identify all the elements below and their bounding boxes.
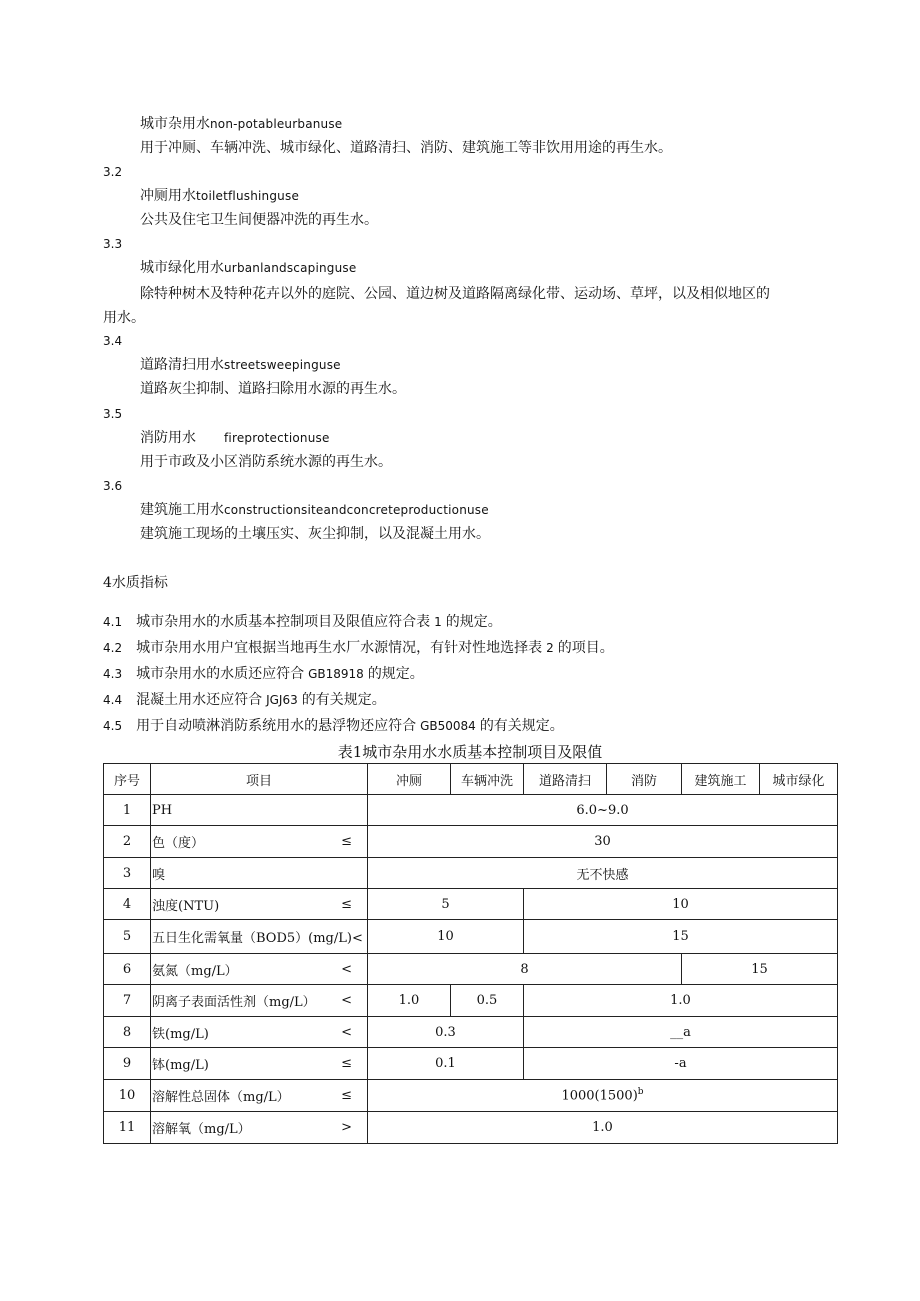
clause-number-3-6: 3.6 <box>103 479 123 493</box>
definition-title-3-3: 城市绿化用水urbanlandscapinguse <box>140 260 357 276</box>
row-item: 溶解性总固体（mg/L） ≤ <box>151 1080 368 1112</box>
row-value: 1.0 <box>524 985 838 1017</box>
row-value: 10 <box>524 889 838 920</box>
definition-desc-3-2: 公共及住宅卫生间便器冲洗的再生水。 <box>140 212 378 228</box>
row-no: 7 <box>104 985 151 1017</box>
section-heading-4: 4水质指标 <box>103 575 168 591</box>
header-no: 序号 <box>104 764 151 795</box>
row-value: 无不快感 <box>368 858 838 889</box>
row-value: 15 <box>524 920 838 954</box>
clause-4-5: 4.5 用于自动喷淋消防系统用水的悬浮物还应符合 GB50084 的有关规定。 <box>103 718 564 734</box>
clause-number-3-4: 3.4 <box>103 334 123 348</box>
row-no: 10 <box>104 1080 151 1112</box>
table-header-row <box>104 764 838 795</box>
definition-title-3-5: 消防用水 fireprotectionuse <box>140 430 330 446</box>
row-value: 5 <box>368 889 524 920</box>
row-value: 1.0 <box>368 985 451 1017</box>
row-item: 铁(mg/L) < <box>151 1017 368 1048</box>
table-row <box>104 1017 838 1048</box>
header-street: 道路清扫 <box>524 764 607 795</box>
row-value: __a <box>524 1017 838 1048</box>
row-item: 五日生化需氧量（BOD5）(mg/L)< <box>151 920 368 954</box>
clause-number-3-3: 3.3 <box>103 237 123 251</box>
header-vehicle: 车辆冲洗 <box>451 764 524 795</box>
definition-desc-3-3-cont: 用水。 <box>103 310 145 326</box>
header-toilet: 冲厕 <box>368 764 451 795</box>
clause-4-3: 4.3 城市杂用水的水质还应符合 GB18918 的规定。 <box>103 666 424 682</box>
clause-4-2: 4.2 城市杂用水用户宜根据当地再生水厂水源情况，有针对性地选择表 2 的项目。 <box>103 640 614 656</box>
definition-title-3-2: 冲厕用水toiletflushinguse <box>140 188 300 204</box>
header-landscaping: 城市绿化 <box>760 764 838 795</box>
row-value: 0.5 <box>451 985 524 1017</box>
clause-4-4: 4.4 混凝土用水还应符合 JGJ63 的有关规定。 <box>103 692 386 708</box>
table-row <box>104 826 838 858</box>
header-construction: 建筑施工 <box>682 764 760 795</box>
definition-title-3-1: 城市杂用水non-potableurbanuse <box>140 116 343 132</box>
table-row <box>104 858 838 889</box>
table-row <box>104 1112 838 1144</box>
row-no: 5 <box>104 920 151 954</box>
clause-4-1: 4.1 城市杂用水的水质基本控制项目及限值应符合表 1 的规定。 <box>103 614 502 630</box>
row-value: 10 <box>368 920 524 954</box>
row-value: 8 <box>368 954 682 985</box>
row-no: 3 <box>104 858 151 889</box>
table-row <box>104 920 838 954</box>
row-no: 8 <box>104 1017 151 1048</box>
table-row <box>104 1048 838 1080</box>
table-row <box>104 795 838 826</box>
row-no: 6 <box>104 954 151 985</box>
row-item: 嗅 <box>151 858 368 889</box>
footnote-mark: b <box>637 1087 644 1098</box>
definition-desc-3-1: 用于冲厕、车辆冲洗、城市绿化、道路清扫、消防、建筑施工等非饮用用途的再生水。 <box>140 140 672 156</box>
definition-title-3-4: 道路清扫用水streetsweepinguse <box>140 357 341 373</box>
clause-number-3-2: 3.2 <box>103 165 123 179</box>
row-value: 6.0~9.0 <box>368 795 838 826</box>
row-item: 浊度(NTU) ≤ <box>151 889 368 920</box>
row-no: 2 <box>104 826 151 858</box>
row-value: 15 <box>682 954 838 985</box>
row-no: 1 <box>104 795 151 826</box>
header-fire: 消防 <box>607 764 682 795</box>
row-item: 溶解氧（mg/L） > <box>151 1112 368 1144</box>
definition-desc-3-3: 除特种树木及特种花卉以外的庭院、公园、道边树及道路隔离绿化带、运动场、草坪，以及相似地区的 <box>140 286 770 302</box>
table-caption: 表1城市杂用水水质基本控制项目及限值 <box>337 743 603 761</box>
definition-desc-3-6: 建筑施工现场的土壤压实、灰尘抑制，以及混凝土用水。 <box>140 526 490 542</box>
row-item: 阴离子表面活性剂（mg/L） < <box>151 985 368 1017</box>
row-value: $1000(1500)^b$ <box>368 1080 838 1112</box>
clause-number-3-5: 3.5 <box>103 407 123 421</box>
water-quality-table <box>103 763 838 1144</box>
table-row <box>104 985 838 1017</box>
row-no: 11 <box>104 1112 151 1144</box>
row-item: 氨氮（mg/L） < <box>151 954 368 985</box>
table-row <box>104 954 838 985</box>
row-no: 4 <box>104 889 151 920</box>
table-row <box>104 889 838 920</box>
row-value: 0.1 <box>368 1048 524 1080</box>
row-value: 30 <box>368 826 838 858</box>
row-no: 9 <box>104 1048 151 1080</box>
table-row <box>104 1080 838 1112</box>
row-value: 1.0 <box>368 1112 838 1144</box>
row-value: -a <box>524 1048 838 1080</box>
row-item: 钵(mg/L) ≤ <box>151 1048 368 1080</box>
definition-desc-3-4: 道路灰尘抑制、道路扫除用水源的再生水。 <box>140 381 406 397</box>
header-item: 项目 <box>151 764 368 795</box>
row-item: 色（度） ≤ <box>151 826 368 858</box>
definition-title-3-6: 建筑施工用水constructionsiteandconcreteproductionuse <box>140 502 489 518</box>
row-item: PH <box>151 795 368 826</box>
definition-desc-3-5: 用于市政及小区消防系统水源的再生水。 <box>140 454 392 470</box>
row-value: 0.3 <box>368 1017 524 1048</box>
